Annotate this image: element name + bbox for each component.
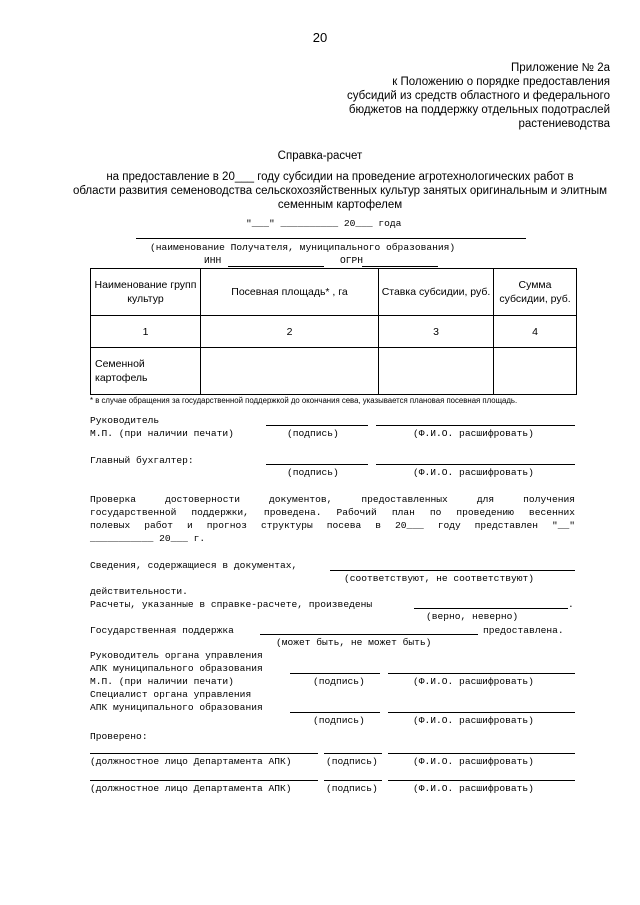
agency-head-line-2: АПК муниципального образования <box>90 663 263 674</box>
agency-head-line-1: Руководитель органа управления <box>90 650 263 661</box>
support-hint: (может быть, не может быть) <box>276 637 432 648</box>
agency-fio-field[interactable] <box>388 673 575 674</box>
table-row <box>91 348 577 395</box>
checked-label: Проверено: <box>90 731 148 742</box>
official-2-position-field[interactable] <box>90 780 318 781</box>
ogrn-field[interactable] <box>362 266 438 267</box>
head-signature-field[interactable] <box>266 425 368 426</box>
official-1-fio-field[interactable] <box>388 753 575 754</box>
annex-line-1: Приложение № 2а <box>511 62 610 74</box>
amount-cell[interactable] <box>494 348 577 395</box>
agency-signature-field[interactable] <box>290 673 380 674</box>
calc-label: Расчеты, указанные в справке-расчете, произведены <box>90 599 373 610</box>
info-hint: (соответствуют, не соответствуют) <box>344 573 534 584</box>
official-2-fio-field[interactable] <box>388 780 575 781</box>
inn-label: ИНН <box>204 255 222 266</box>
specialist-line-1: Специалист органа управления <box>90 689 252 700</box>
specialist-signature-hint: (подпись) <box>313 715 365 726</box>
support-field[interactable] <box>260 634 478 635</box>
table-header-row <box>91 269 577 316</box>
annex-line-5: растениеводства <box>518 118 610 130</box>
recipient-field[interactable] <box>136 238 526 239</box>
subtitle-line-1: на предоставление в 20___ году субсидии на проведение агротехнологических работ в <box>106 171 574 183</box>
inn-field[interactable] <box>228 266 324 267</box>
head-fio-hint: (Ф.И.О. расшифровать) <box>413 428 534 439</box>
head-signature-hint: (подпись) <box>287 428 339 439</box>
date-line: "___" __________ 20___ года <box>246 218 402 229</box>
subtitle-line-3: семенным картофелем <box>277 199 403 211</box>
official-1-signature-field[interactable] <box>324 753 382 754</box>
specialist-fio-field[interactable] <box>388 712 575 713</box>
official-1-signature-hint: (подпись) <box>326 756 378 767</box>
official-2-signature-hint: (подпись) <box>326 783 378 794</box>
specialist-signature-field[interactable] <box>290 712 380 713</box>
accountant-signature-field[interactable] <box>266 464 368 465</box>
row-label-seed-potato: Семенной картофель <box>91 348 201 395</box>
check-line-4: ___________ 20___ г. <box>90 533 206 544</box>
check-line-3: полевых работ и прогноз структуры посева в 20___ году представлен "__" <box>90 520 575 531</box>
annex-line-3: субсидий из средств областного и федерального <box>346 90 610 102</box>
official-1-position-field[interactable] <box>90 753 318 754</box>
ogrn-label: ОГРН <box>340 255 364 266</box>
agency-stamp-label: М.П. (при наличии печати) <box>90 676 234 687</box>
subtitle-line-2: области развития семеноводства сельскохозяйственных культур занятых оригинальным и элитным <box>72 185 608 197</box>
rate-cell[interactable] <box>379 348 494 395</box>
table-number-row <box>91 316 577 348</box>
annex-line-2: к Положению о порядке предоставления <box>392 76 610 88</box>
check-line-1: Проверка достоверности документов, предоставленных для получения <box>90 494 575 505</box>
head-fio-field[interactable] <box>376 425 575 426</box>
page-number: 20 <box>312 30 328 45</box>
recipient-label: (наименование Получателя, муниципального образования) <box>150 242 456 253</box>
calc-hint: (верно, неверно) <box>426 611 519 622</box>
document-title: Справка-расчет <box>277 150 363 162</box>
accountant-label: Главный бухгалтер: <box>90 455 194 466</box>
info-field[interactable] <box>330 570 575 571</box>
agency-signature-hint: (подпись) <box>313 676 365 687</box>
specialist-fio-hint: (Ф.И.О. расшифровать) <box>413 715 534 726</box>
official-1-fio-hint: (Ф.И.О. расшифровать) <box>413 756 534 767</box>
reality-text: действительности. <box>90 586 188 597</box>
col-number: 4 <box>494 316 577 348</box>
specialist-line-2: АПК муниципального образования <box>90 702 263 713</box>
col-number: 1 <box>91 316 201 348</box>
col-number: 3 <box>379 316 494 348</box>
official-2-position-hint: (должностное лицо Департамента АПК) <box>90 783 292 794</box>
calc-period: . <box>568 599 574 610</box>
header-area: Посевная площадь* , га <box>201 269 379 316</box>
agency-fio-hint: (Ф.И.О. расшифровать) <box>413 676 534 687</box>
support-end: предоставлена. <box>483 625 564 636</box>
header-rate: Ставка субсидии, руб. <box>379 269 494 316</box>
accountant-fio-hint: (Ф.И.О. расшифровать) <box>413 467 534 478</box>
head-label: Руководитель <box>90 415 160 426</box>
col-number: 2 <box>201 316 379 348</box>
footnote: * в случае обращения за государственной поддержкой до окончания сева, указывается плановая посевная площадь. <box>90 396 518 405</box>
official-1-position-hint: (должностное лицо Департамента АПК) <box>90 756 292 767</box>
accountant-signature-hint: (подпись) <box>287 467 339 478</box>
calc-field[interactable] <box>414 608 568 609</box>
check-line-2: государственной поддержки, проведена. Рабочий план по проведению весенних <box>90 507 575 518</box>
annex-line-4: бюджетов на поддержку отдельных подотраслей <box>348 104 610 116</box>
info-label: Сведения, содержащиеся в документах, <box>90 560 298 571</box>
accountant-fio-field[interactable] <box>376 464 575 465</box>
header-amount: Сумма субсидии, руб. <box>494 269 577 316</box>
official-2-fio-hint: (Ф.И.О. расшифровать) <box>413 783 534 794</box>
support-label: Государственная поддержка <box>90 625 234 636</box>
head-stamp-label: М.П. (при наличии печати) <box>90 428 234 439</box>
subsidy-table <box>90 268 577 395</box>
area-cell[interactable] <box>201 348 379 395</box>
header-crop-group: Наименование групп культур <box>91 269 201 316</box>
official-2-signature-field[interactable] <box>324 780 382 781</box>
